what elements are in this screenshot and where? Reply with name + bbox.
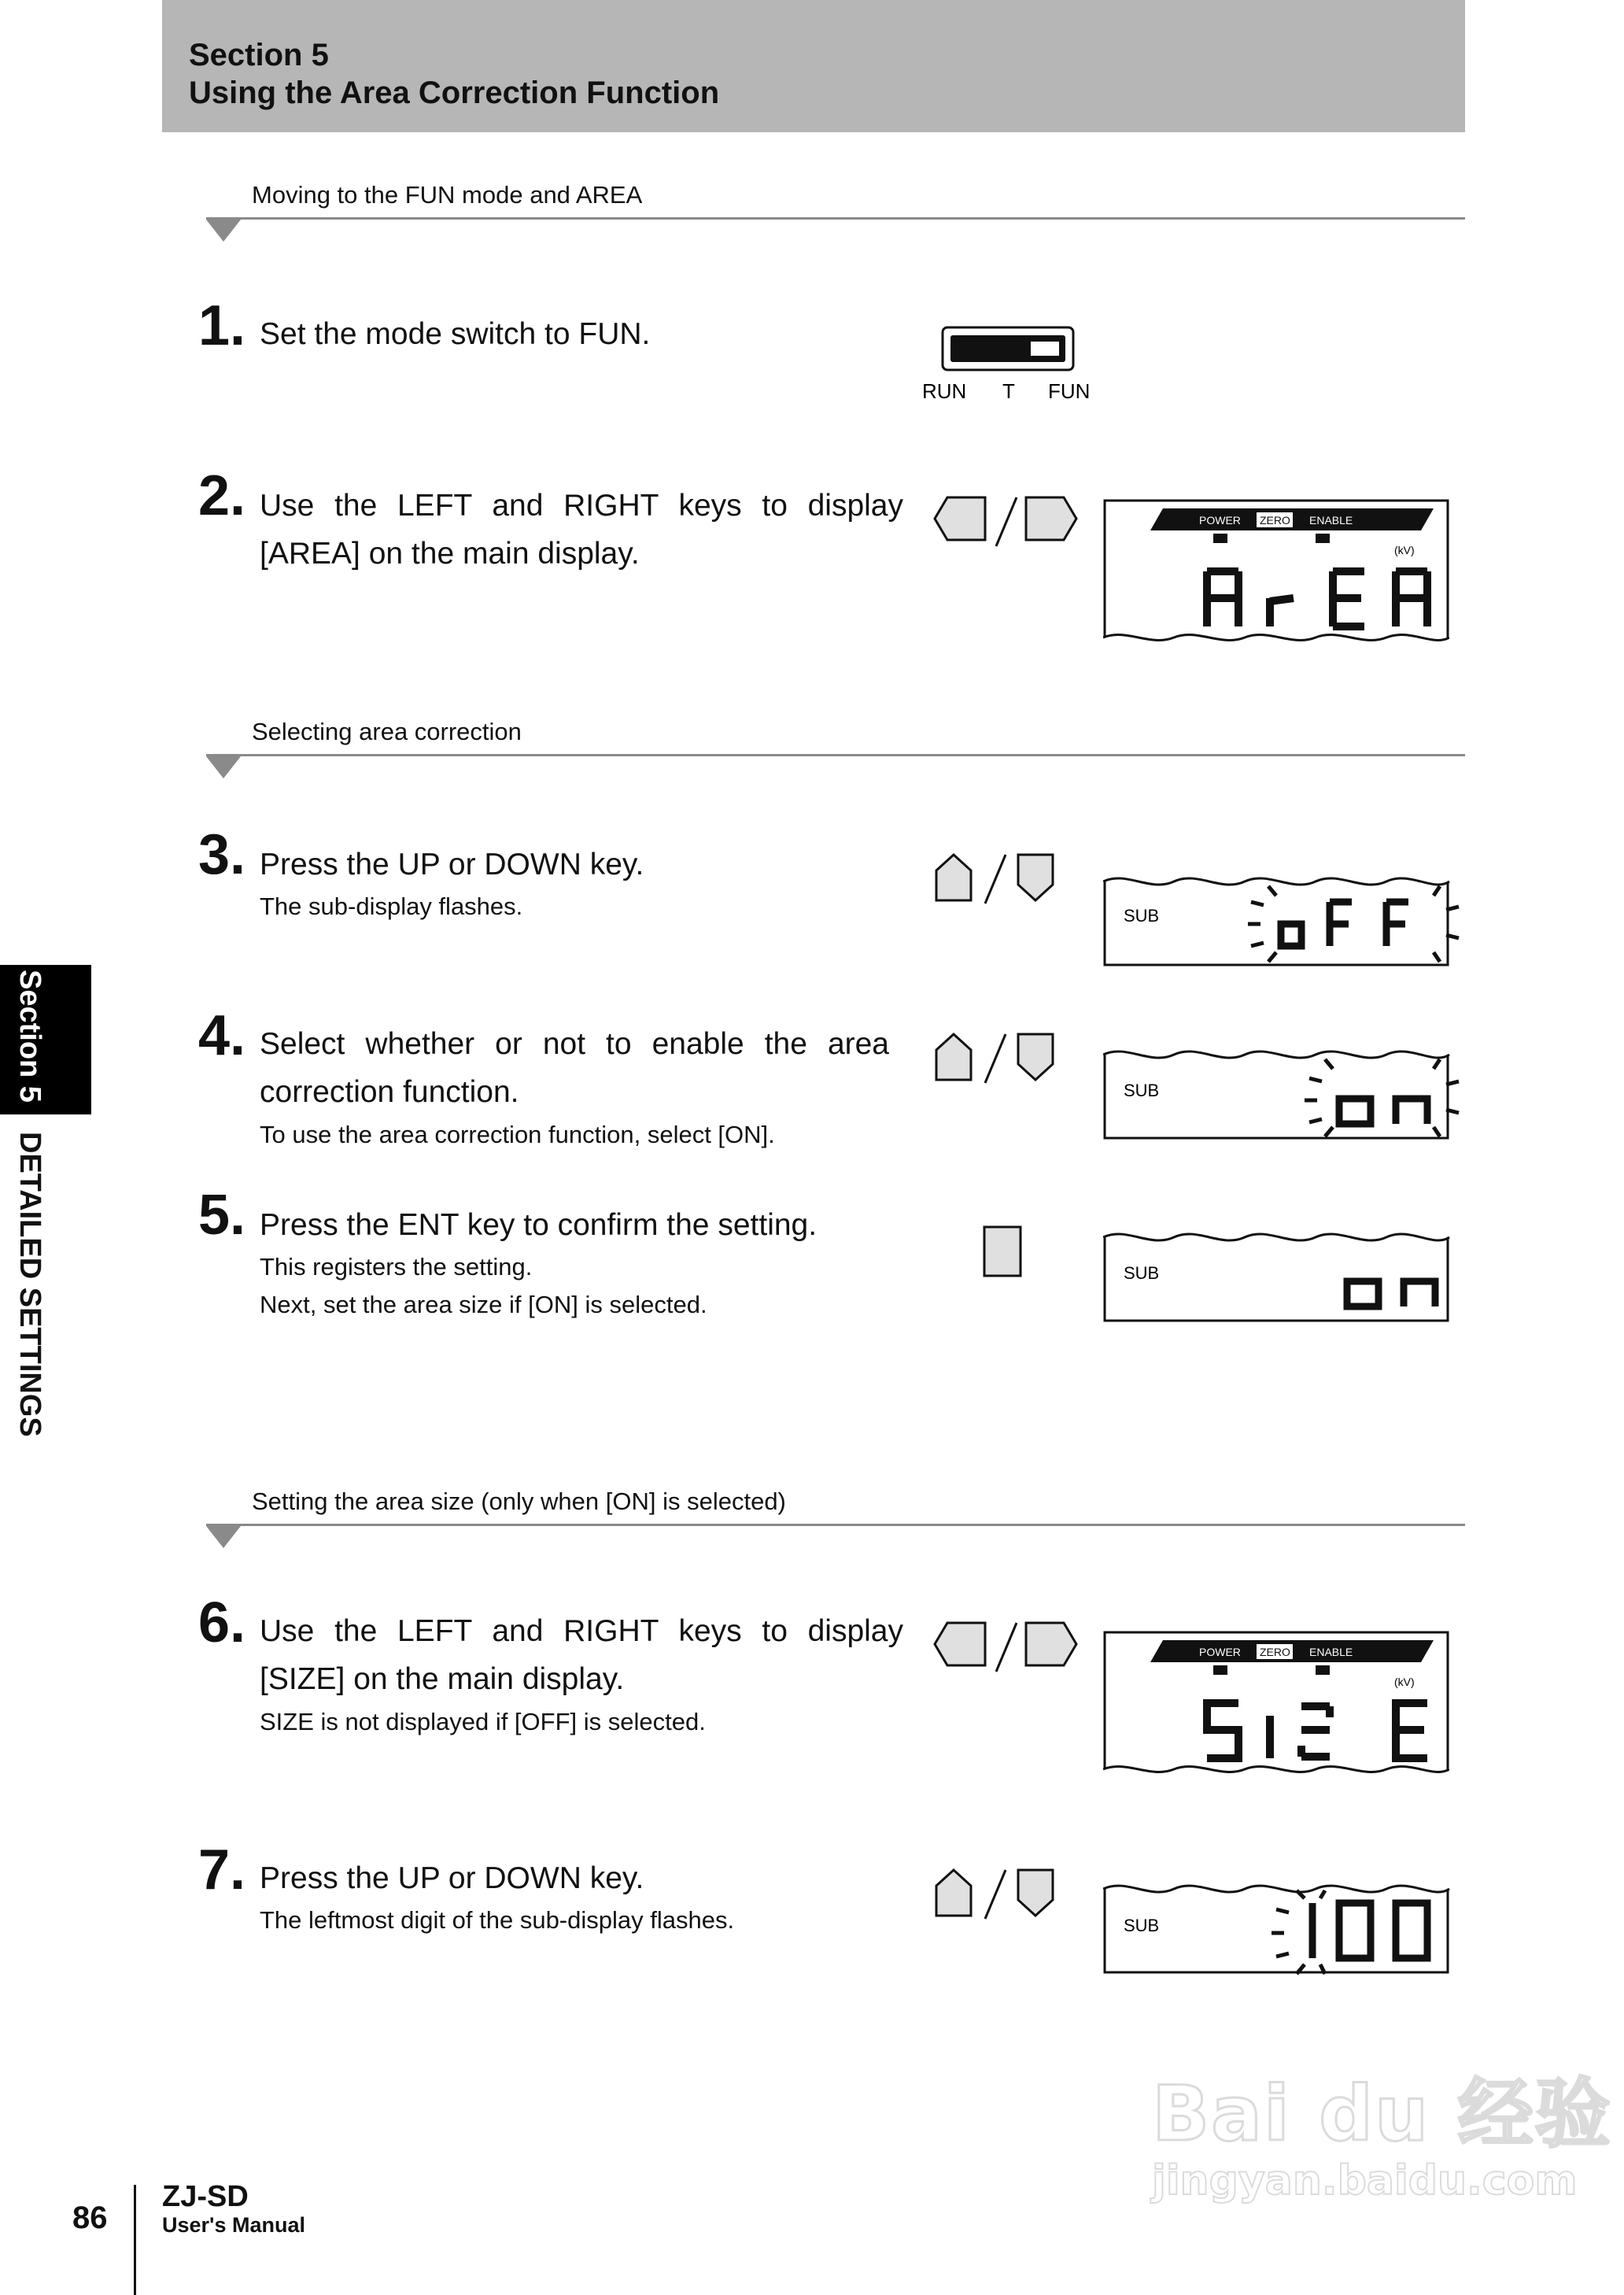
down-key-icon xyxy=(1018,1870,1053,1916)
mode-label-run: RUN xyxy=(922,379,967,403)
mode-switch-knob xyxy=(1031,342,1059,356)
step-note: The leftmost digit of the sub-display flashes. xyxy=(260,1906,735,1934)
subheading-rule xyxy=(206,754,1465,756)
up-key-icon xyxy=(936,1870,971,1916)
up-key-icon xyxy=(936,855,971,900)
side-tab-title: DETAILED SETTINGS xyxy=(13,1132,46,1437)
main-display-size xyxy=(1103,1631,1449,1789)
up-key-icon xyxy=(936,1034,971,1080)
ent-key-icon xyxy=(982,1225,1026,1281)
step-text: Set the mode switch to FUN. xyxy=(260,317,651,351)
sub-display-off xyxy=(1103,864,1465,972)
step-text: Press the UP or DOWN key. xyxy=(260,1861,644,1895)
step-note: The sub-display flashes. xyxy=(260,893,523,920)
slash-divider xyxy=(985,1034,1006,1083)
subheading-marker xyxy=(206,220,241,242)
footer-manual: User's Manual xyxy=(162,2213,305,2237)
step-number: 2. xyxy=(198,464,246,527)
subheading-rule xyxy=(206,217,1465,220)
baidu-watermark xyxy=(1152,2054,1612,2204)
slash-divider xyxy=(985,855,1006,904)
down-key-icon xyxy=(1018,1034,1053,1080)
step-note: This registers the setting. xyxy=(260,1253,533,1281)
section-header xyxy=(162,0,1465,132)
indicator-enable: ENABLE xyxy=(1309,1646,1353,1658)
step-number: 4. xyxy=(198,1004,246,1067)
step-note: Next, set the area size if [ON] is selected. xyxy=(260,1291,707,1318)
step-number: 3. xyxy=(198,823,246,886)
sub-label: SUB xyxy=(1124,906,1160,926)
mode-label-t: T xyxy=(1002,379,1015,403)
up-down-keys-icon xyxy=(933,1031,1065,1094)
step-text: Select whether or not to enable the area correction function. xyxy=(260,1027,889,1109)
sub-label: SUB xyxy=(1124,1081,1160,1100)
main-display-area xyxy=(1103,499,1449,657)
step-text: Press the ENT key to confirm the setting. xyxy=(260,1208,818,1242)
up-down-keys-icon xyxy=(933,1867,1065,1930)
side-tab-section: Section 5 xyxy=(13,970,46,1103)
step-number: 6. xyxy=(198,1591,246,1654)
indicator-power: POWER xyxy=(1199,514,1241,527)
section-number: Section 5 xyxy=(189,38,329,72)
unit-label: (kV) xyxy=(1394,544,1415,556)
watermark-url: jingyan.baidu.com xyxy=(1152,2157,1578,2204)
subheading-area-size: Setting the area size (only when [ON] is selected) xyxy=(252,1488,786,1515)
step-note: To use the area correction function, select [ON]. xyxy=(260,1121,775,1148)
step-note: SIZE is not displayed if [OFF] is selected. xyxy=(260,1708,706,1735)
subheading-marker xyxy=(206,1526,241,1548)
footer-model: ZJ-SD xyxy=(162,2180,249,2213)
unit-label: (kV) xyxy=(1394,1676,1415,1688)
left-key-icon xyxy=(935,1623,985,1665)
up-down-keys-icon xyxy=(933,852,1065,915)
sub-display-on xyxy=(1103,1220,1465,1328)
down-key-icon xyxy=(1018,855,1053,900)
page-number: 86 xyxy=(72,2201,108,2235)
mode-switch-figure xyxy=(913,321,1102,408)
left-key-icon xyxy=(935,497,985,540)
footer-divider xyxy=(134,2185,136,2295)
side-tab-text xyxy=(11,965,49,1437)
right-key-icon xyxy=(1026,1623,1076,1665)
left-right-keys-icon xyxy=(933,1620,1078,1683)
subheading-rule xyxy=(206,1524,1465,1526)
subheading-fun-mode: Moving to the FUN mode and AREA xyxy=(252,181,643,209)
section-title: Using the Area Correction Function xyxy=(189,76,720,110)
sub-label: SUB xyxy=(1124,1916,1160,1935)
step-text: Use the LEFT and RIGHT keys to display [AREA] on the main display. xyxy=(260,489,903,571)
step-number: 7. xyxy=(198,1839,246,1901)
slash-divider xyxy=(996,497,1017,546)
slash-divider xyxy=(985,1870,1006,1919)
indicator-zero: ZERO xyxy=(1260,1646,1290,1658)
slash-divider xyxy=(996,1623,1017,1672)
left-right-keys-icon xyxy=(933,494,1078,557)
watermark-logo: Bai du 经验 xyxy=(1152,2070,1612,2158)
sub-display-on-flashing xyxy=(1103,1037,1465,1145)
right-key-icon xyxy=(1026,497,1076,540)
sub-label: SUB xyxy=(1124,1263,1160,1283)
indicator-enable: ENABLE xyxy=(1309,514,1353,527)
step-text: Press the UP or DOWN key. xyxy=(260,848,644,881)
subheading-marker xyxy=(206,756,241,778)
step-number: 1. xyxy=(198,294,246,357)
step-number: 5. xyxy=(198,1184,246,1247)
sub-display-value xyxy=(1103,1872,1465,1979)
indicator-zero: ZERO xyxy=(1260,514,1290,527)
step-text: Use the LEFT and RIGHT keys to display [SIZE] on the main display. xyxy=(260,1614,903,1696)
mode-label-fun: FUN xyxy=(1048,379,1091,403)
indicator-power: POWER xyxy=(1199,1646,1241,1658)
subheading-area-correction: Selecting area correction xyxy=(252,718,522,745)
